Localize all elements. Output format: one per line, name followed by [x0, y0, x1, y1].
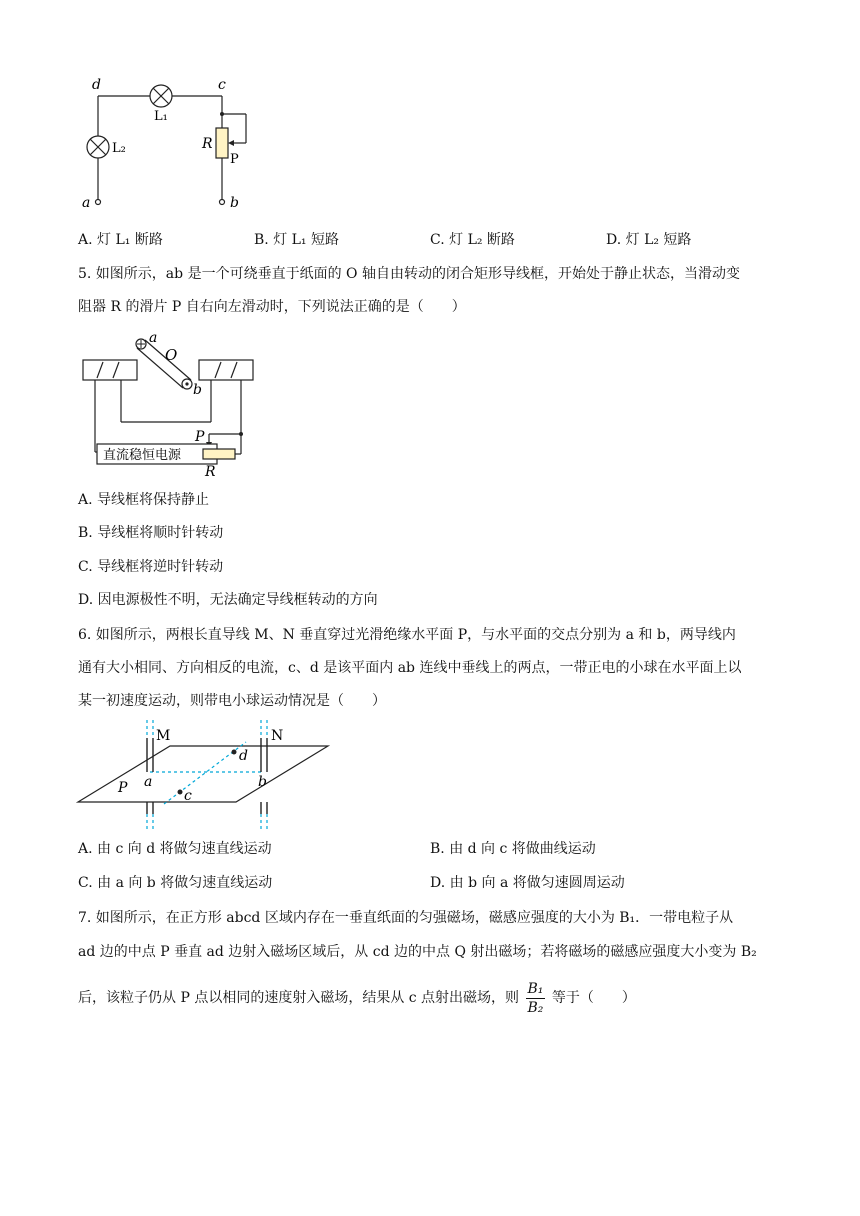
label-b: b: [230, 195, 239, 211]
fraction-denominator: B₂: [527, 999, 544, 1016]
lamp-l1-symbol: [150, 85, 172, 107]
rheostat-symbol: [216, 128, 228, 158]
q6-option-d[interactable]: D. 由 b 向 a 将做匀速圆周运动: [430, 875, 625, 891]
q5-stem-line-1: 5. 如图所示，ab 是一个可绕垂直于纸面的 O 轴自由转动的闭合矩形导线框，开始处于静止状态，当滑动变: [78, 266, 740, 282]
fraction-numerator: B₁: [527, 980, 544, 997]
q6-stem-line-3: 某一初速度运动，则带电小球运动情况是（ ）: [78, 693, 386, 709]
q4-option-a[interactable]: A. 灯 L₁ 断路: [78, 232, 163, 248]
q5-rheostat: [203, 449, 235, 459]
q6-option-b[interactable]: B. 由 d 向 c 将做曲线运动: [430, 841, 596, 857]
q6-option-a[interactable]: A. 由 c 向 d 将做匀速直线运动: [78, 841, 272, 857]
label-r: R: [202, 136, 213, 152]
q6-label-b: b: [258, 774, 267, 790]
q6-label-c: c: [184, 788, 192, 804]
q6-stem-line-2: 通有大小相同、方向相反的电流，c、d 是该平面内 ab 连线中垂线上的两点，一带正电的小球在水平面上以: [78, 660, 742, 676]
q5-option-a[interactable]: A. 导线框将保持静止: [78, 492, 210, 508]
label-l2: L₂: [112, 141, 126, 156]
q5-label-r: R: [205, 464, 216, 480]
q7-stem-line-3-post: 等于（ ）: [551, 990, 636, 1006]
q7-stem-line-3-pre: 后，该粒子仍从 P 点以相同的速度射入磁场，结果从 c 点射出磁场，则: [78, 990, 520, 1006]
q7-stem-line-3: [78, 978, 636, 1018]
q7-stem-line-1: 7. 如图所示，在正方形 abcd 区域内存在一垂直纸面的匀强磁场，磁感应强度的大小为 B₁．一带电粒子从: [78, 910, 734, 926]
q7-stem-line-2: ad 边的中点 P 垂直 ad 边射入磁场区域后，从 cd 边的中点 Q 射出磁场；若将磁场的磁感应强度大小变为 B₂: [78, 944, 757, 960]
q5-option-c[interactable]: C. 导线框将逆时针转动: [78, 559, 224, 575]
q6-option-c[interactable]: C. 由 a 向 b 将做匀速直线运动: [78, 875, 273, 891]
b1-over-b2-fraction: [526, 980, 546, 1017]
label-d: d: [92, 77, 101, 93]
label-a: a: [82, 195, 91, 211]
q5-label-b: b: [193, 382, 202, 398]
q5-label-o: O: [165, 346, 178, 364]
q4-option-b[interactable]: B. 灯 L₁ 短路: [254, 232, 339, 248]
q6-label-d: d: [239, 748, 248, 764]
q6-label-a: a: [144, 774, 153, 790]
label-c: c: [218, 77, 226, 93]
q5-label-p: P: [195, 429, 205, 445]
q5-option-d[interactable]: D. 因电源极性不明，无法确定导线框转动的方向: [78, 592, 378, 608]
q5-figure: [75, 334, 275, 484]
lamp-l2-symbol: [87, 136, 109, 158]
q6-label-p: P: [118, 780, 128, 796]
q4-option-c[interactable]: C. 灯 L₂ 断路: [430, 232, 515, 248]
q5-option-b[interactable]: B. 导线框将顺时针转动: [78, 525, 224, 541]
q6-label-n: N: [271, 728, 284, 744]
q6-label-m: M: [156, 728, 171, 744]
q4-circuit-figure: [70, 70, 290, 220]
q5-stem-line-2: 阻器 R 的滑片 P 自右向左滑动时，下列说法正确的是（ ）: [78, 299, 466, 315]
q6-stem-line-1: 6. 如图所示，两根长直导线 M、N 垂直穿过光滑绝缘水平面 P，与水平面的交点分别为 a 和 b，两导线内: [78, 627, 736, 643]
q4-option-d[interactable]: D. 灯 L₂ 短路: [606, 232, 692, 248]
label-l1: L₁: [154, 109, 168, 124]
dc-source-label: 直流稳恒电源: [103, 448, 182, 463]
q6-figure: [76, 720, 336, 834]
label-p: P: [230, 152, 239, 167]
q5-label-a: a: [149, 334, 158, 346]
